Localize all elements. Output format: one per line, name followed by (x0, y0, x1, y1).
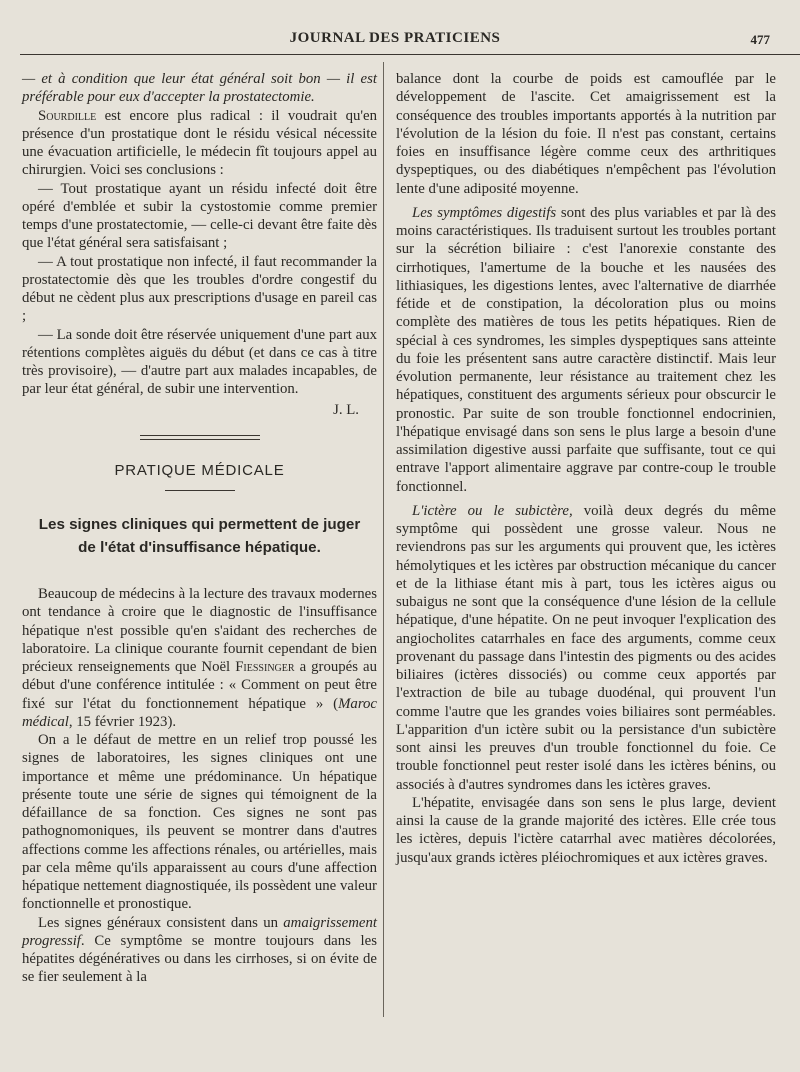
signature: J. L. (333, 401, 359, 418)
column-divider (383, 62, 384, 1017)
page-header (20, 30, 770, 52)
section-rule (165, 490, 235, 491)
paragraph-continuation: — et à condition que leur état général soit bon — il est préférable pour eux d'accepter la prostatectomie. (22, 71, 377, 106)
journal-name: Maroc médical (22, 695, 377, 730)
left-column (22, 70, 377, 987)
ornament-rule (140, 435, 260, 440)
right-paragraph-4: L'hépatite, envisagée dans son sens le plus large, devient ainsi la cause de la grande majorité des ictères. Elle crée tous les ictères, depuis l'ictère catarrhal avec matières décolorées, jusqu'aux grands ictères pléiochromiques et aux ictères graves. (396, 794, 776, 866)
section-heading: PRATIQUE MÉDICALE (114, 461, 285, 479)
article-paragraph-3: Les signes généraux consistent dans un amaigrissement progressif. Ce symptôme se montre toujours dans les hépatites dégénératives ou dans les cirrhoses, si on évite de se fier seulement à la (22, 914, 377, 986)
article-paragraph-2: On a le défaut de mettre en un relief trop poussé les signes de laboratoires, les signes cliniques ont une importance et même une prédominance. Un hépatique présente toute une série de signes qui témoignent de la défaillance de sa fonction. Ces signes ne sont pas pathognomoniques, ils peuvent se montrer dans d'autres affections comme les affections rénales, ou artérielles, mais par cela même qu'ils apparaissent au cours d'une affection hépatique nettement diagnostiquée, ils possèdent une valeur fonctionnelle et pronostique. (22, 732, 377, 913)
conclusion-2: — A tout prostatique non infecté, il faut recommander la prostatectomie dès que les troubles d'ordre congestif du début ne cèdent plus aux prescriptions d'usage en pareil cas ; (22, 253, 377, 325)
right-paragraph-1: balance dont la courbe de poids est camouflée par le développement de l'ascite. Cet amaigrissement est la conséquence des troubles importants apportés à la nutrition par l'évolution de la lésion du foie. Il n'est pas constant, certains foies en insuffisance légère comme ceux des arthritiques dyspeptiques, ou des diabétiques n'empêchent pas l'évolution lente d'une adiposité moyenne. (396, 71, 776, 197)
article-title: Les signes cliniques qui permettent de juger de l'état d'insuffisance hépatique. (38, 516, 361, 556)
conclusion-3: — La sonde doit être réservée uniquement d'une part aux rétentions complètes aiguës du début (et dans ce cas à titre très provisoire), — d'autre part aux malades incapables, de par leur état général, de subir une intervention. (22, 326, 377, 398)
paragraph-sourdille: Sourdille est encore plus radical : il voudrait qu'en présence d'un prostatique dont le résidu vésical nécessite une évacuation artificielle, le médecin fît toujours appel au chirurgien. Voici ses conclusions : (22, 107, 377, 179)
right-paragraph-3: L'ictère ou le subictère, voilà deux degrés du même symptôme qui possèdent une grosse valeur. Nous ne reviendrons pas sur les arguments qui prouvent que, les ictères hémolytiques et les ictères par obstruction mécanique du cancer et de la lithiase étant mis à part, tous les ictères aigus ou subaigus ne sont que la conséquence d'une lésion de la cellule hépatique, d'une hépatite. On ne peut invoquer l'explication des angiocholites catarrhales en face des arguments, comme ceux provenant du passage dans l'intestin des pigments ou des acides biliaires (ictères dissociés) ou comme ceux apportés par l'extraction de bile au tubage duodénal, qui prouvent l'un comme l'autre que les grandes voies biliaires sont perméables. L'apparition d'un ictère subit ou la persistance d'un subictère sont ainsi les preuves d'un trouble fonctionnel du foie. Ce trouble fonctionnel peut rester isolé dans les ictères bénins, ou associés à d'autres syndromes dans les ictères graves. (396, 502, 776, 793)
journal-title: JOURNAL DES PRATICIENS (289, 30, 501, 46)
right-paragraph-2: Les symptômes digestifs sont des plus variables et par là des moins caractéristiques. Ils traduisent surtout les troubles portant sur la sécrétion biliaire : c'est l'anorexie constante des cirrhotiques, l'amertume de la bouche et les nausées des lithiasiques, les digestions lentes, avec l'alternative de diarrhée fétide et de constipation, la décoloration plus ou moins complète des matières de tous les petits hépatiques. Rien de spécial à ces syndromes, les simples dyspeptiques sans atteinte du foie les présentent sans autre caractère distinctif. Mais leur évolution permanente, leur résistance au traitement chez les hépatiques, constituent des arguments sérieux pour obscurcir le pronostic. Par suite de son trouble fonctionnel endocrinien, l'hépatique envisagé dans son sens le plus large a besoin d'une assimilation digestive aussi parfaite que suffisante, tout ce qui entrave l'apport alimentaire aggrave par contre-coup le trouble fonctionnel. (396, 204, 776, 495)
right-column (396, 70, 776, 867)
page-number: 477 (750, 32, 770, 47)
article-paragraph-1: Beaucoup de médecins à la lecture des travaux modernes ont tendance à croire que le diagnostic de l'insuffisance hépatique n'est possible qu'en s'aidant des recherches de laboratoire. La clinique courante fournit cependant de bien précieux renseignements que Noël Fiessinger a groupés au début d'une conférence intitulée : « Comment on peut être fixé sur l'état du fonctionnement hépatique » (Maroc médical, 15 février 1923). (22, 586, 377, 730)
author-name: Sourdille (38, 107, 97, 124)
header-rule (20, 54, 800, 55)
conclusion-1: — Tout prostatique ayant un résidu infecté doit être opéré d'emblée et subir la cystostomie comme premier temps d'une prostatectomie, — celle-ci devant être faite dès que l'état général sera satisfaisant ; (22, 180, 377, 252)
author-name: Fiessinger (235, 659, 295, 675)
